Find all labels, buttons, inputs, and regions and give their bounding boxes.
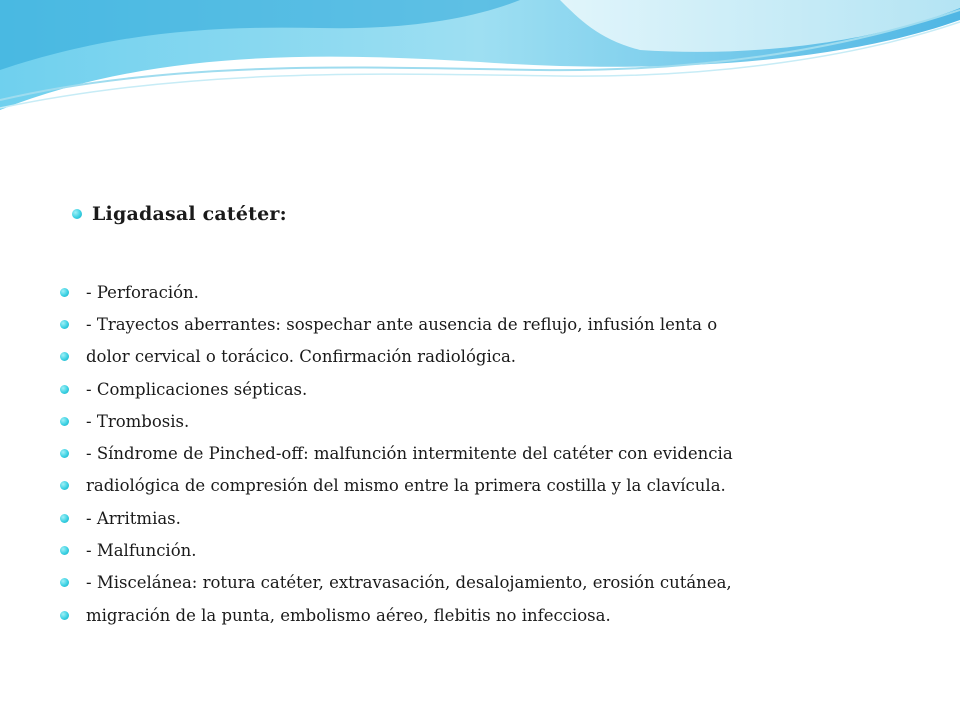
bullet-icon <box>60 611 69 620</box>
list-item: dolor cervical o torácico. Confirmación radiológica. <box>60 341 733 373</box>
list-item: - Arritmias. <box>60 502 733 534</box>
bullet-icon <box>60 578 69 587</box>
list-item: radiológica de compresión del mismo entre la primera costilla y la clavícula. <box>60 470 733 502</box>
bullet-icon <box>60 514 69 523</box>
bullet-icon <box>60 288 69 297</box>
bullet-icon <box>60 449 69 458</box>
bullet-icon <box>60 320 69 329</box>
heading-text: Ligadasal catéter: <box>92 203 287 225</box>
bullet-icon <box>60 352 69 361</box>
list-item: migración de la punta, embolismo aéreo, flebitis no infecciosa. <box>60 599 733 631</box>
bullet-icon <box>60 385 69 394</box>
bullet-icon <box>60 417 69 426</box>
bullet-icon <box>60 481 69 490</box>
bullet-list <box>60 276 733 631</box>
list-item: - Síndrome de Pinched-off: malfunción intermitente del catéter con evidencia <box>60 437 733 469</box>
slide-heading <box>72 203 287 225</box>
list-item: - Trombosis. <box>60 405 733 437</box>
bullet-icon <box>72 209 82 219</box>
bullet-icon <box>60 546 69 555</box>
list-item: - Complicaciones sépticas. <box>60 373 733 405</box>
header-wave-decoration <box>0 0 960 120</box>
list-item: - Perforación. <box>60 276 733 308</box>
list-item: - Miscelánea: rotura catéter, extravasación, desalojamiento, erosión cutánea, <box>60 567 733 599</box>
list-item: - Malfunción. <box>60 534 733 566</box>
list-item: - Trayectos aberrantes: sospechar ante ausencia de reflujo, infusión lenta o <box>60 308 733 340</box>
